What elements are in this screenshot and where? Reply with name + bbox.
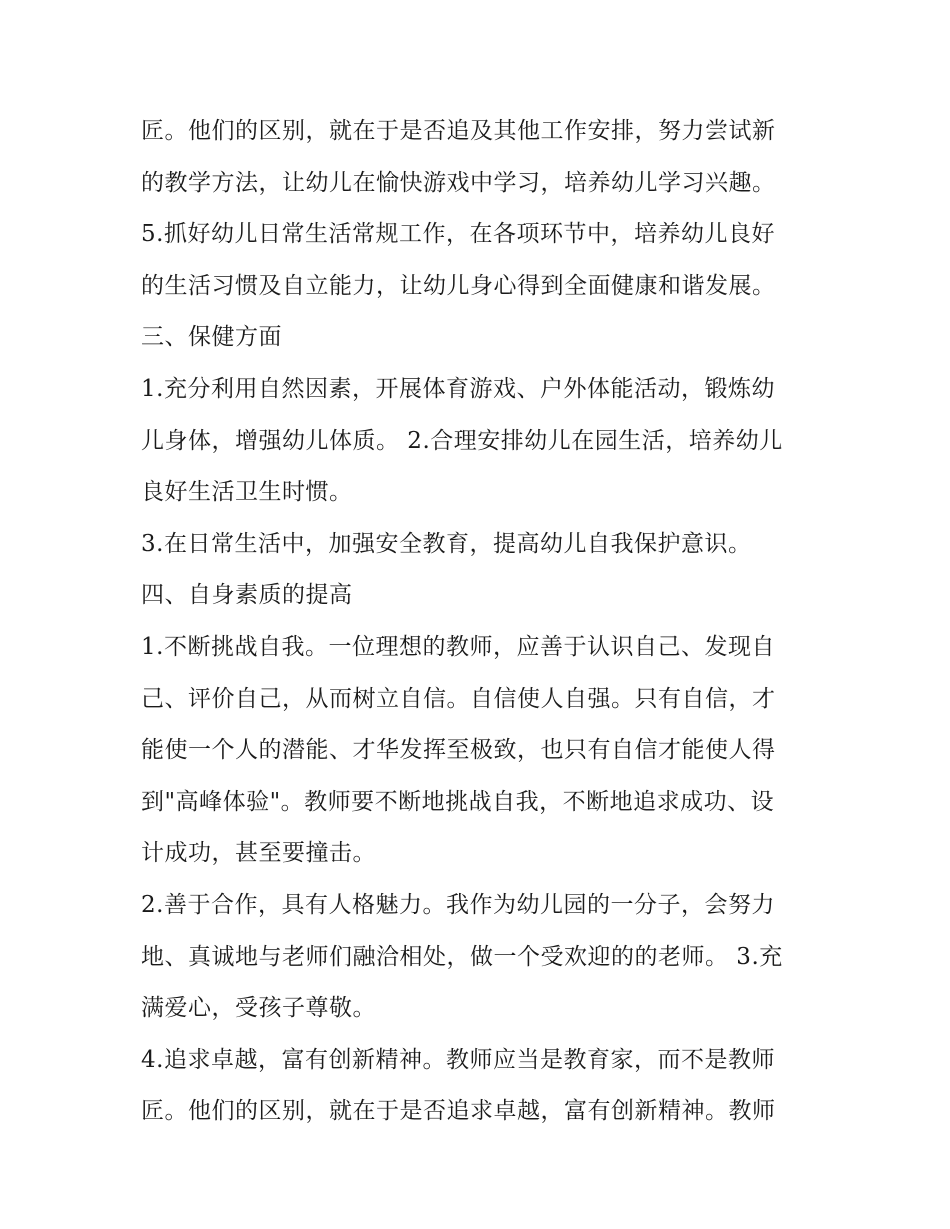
text-line: 到"高峰体验"。教师要不断地挑战自我，不断地追求成功、设 <box>141 788 775 815</box>
text-line: 能使一个人的潜能、才华发挥至极致，也只有自信才能使人得 <box>141 737 776 764</box>
text-line: 1.不断挑战自我。一位理想的教师，应善于认识自己、发现自 <box>141 633 775 660</box>
text-line: 1.充分利用自然因素，开展体育游戏、户外体能活动，锻炼幼 <box>141 375 775 402</box>
text-line: 5.抓好幼儿日常生活常规工作，在各项环节中，培养幼儿良好 <box>141 221 775 248</box>
text-line: 匠。他们的区别，就在于是否追求卓越，富有创新精神。教师 <box>141 1098 776 1125</box>
text-line: 4.追求卓越，富有创新精神。教师应当是教育家，而不是教师 <box>141 1046 775 1073</box>
text-line: 2.善于合作，具有人格魅力。我作为幼儿园的一分子，会努力 <box>141 891 775 918</box>
text-line: 匠。他们的区别，就在于是否追及其他工作安排，努力尝试新 <box>141 118 776 144</box>
text-line: 儿身体，增强幼儿体质。 2.合理安排幼儿在园生活，培养幼儿 <box>141 427 783 454</box>
text-line: 地、真诚地与老师们融洽相处，做一个受欢迎的的老师。 3.充 <box>141 943 783 970</box>
text-line: 计成功，甚至要撞击。 <box>141 840 376 867</box>
text-line: 3.在日常生活中，加强安全教育，提高幼儿自我保护意识。 <box>141 530 752 557</box>
text-line: 满爱心，受孩子尊敬。 <box>141 995 376 1022</box>
text-line: 己、评价自己，从而树立自信。自信使人自强。只有自信，才 <box>141 685 776 712</box>
text-line: 的生活习惯及自立能力，让幼儿身心得到全面健康和谐发展。 <box>141 272 776 299</box>
body-text <box>141 106 821 1138</box>
text-line: 的教学方法，让幼儿在愉快游戏中学习，培养幼儿学习兴趣。 <box>141 169 776 196</box>
section-heading: 三、保健方面 <box>141 324 282 351</box>
section-heading: 四、自身素质的提高 <box>141 582 353 609</box>
text-line: 良好生活卫生时惯。 <box>141 479 353 506</box>
